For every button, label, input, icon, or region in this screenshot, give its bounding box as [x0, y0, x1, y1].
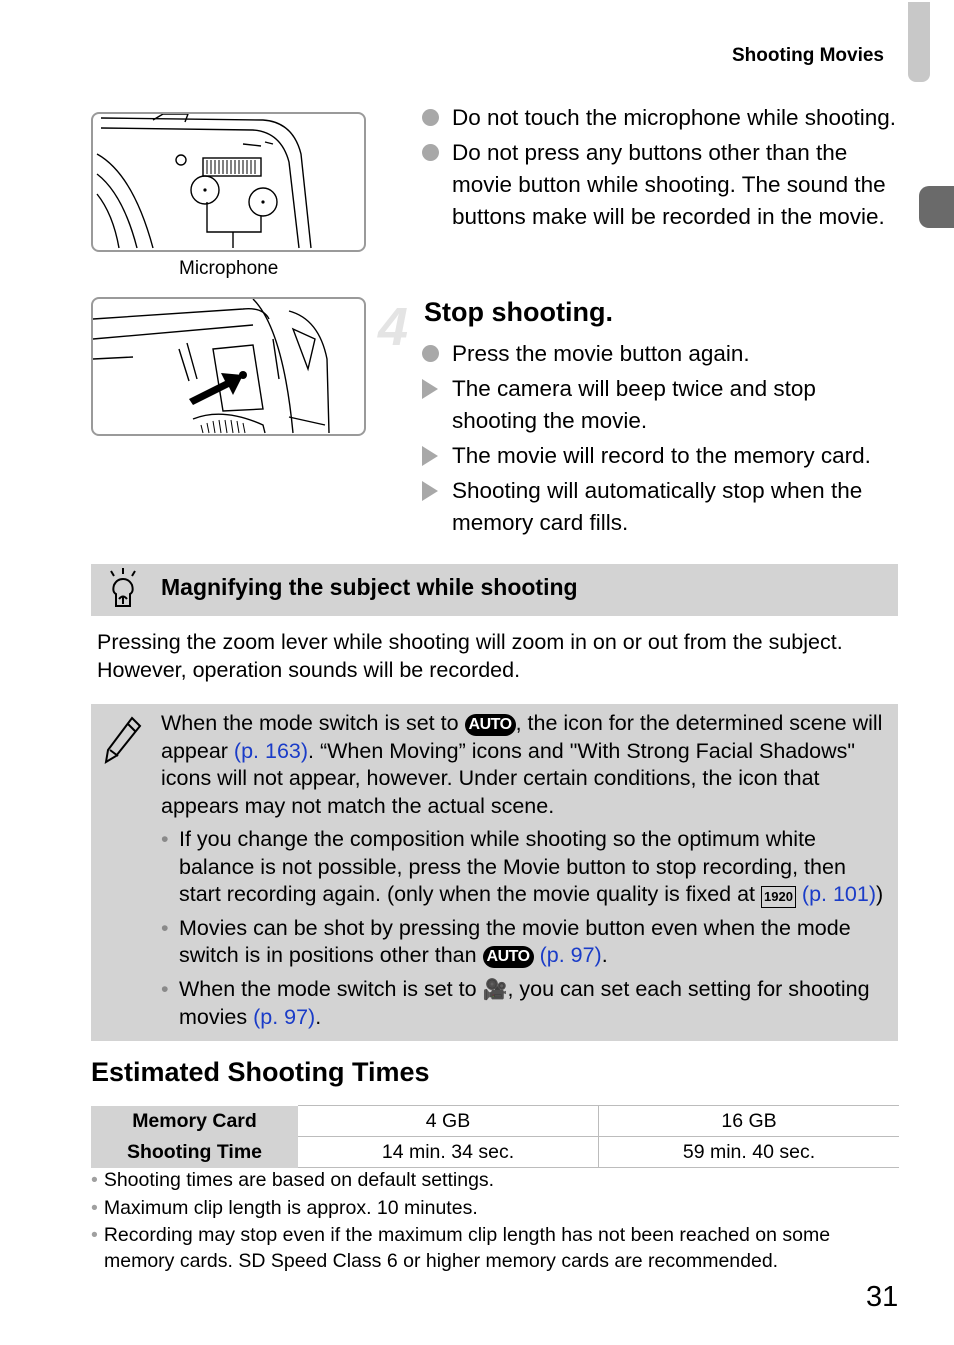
- bullet-icon: •: [161, 827, 169, 851]
- bullet-icon: •: [161, 976, 169, 1001]
- step-title: Stop shooting.: [424, 297, 613, 327]
- note-paragraph: When the mode switch is set to AUTO , the icon for the determined scene will appear (p. 163). “When Moving” icons and "With Strong Facial Shadows" icons will not appear, however. Under certain conditions, the icon that appears may not match the actual scene.: [161, 711, 883, 818]
- table-cell: 59 min. 40 sec.: [599, 1137, 900, 1168]
- movie-button-illustration: [91, 297, 366, 436]
- page-link[interactable]: (p. 97): [539, 943, 602, 967]
- list-item: Do not touch the microphone while shooting.: [422, 102, 902, 134]
- bullet-dot-icon: [422, 338, 446, 371]
- list-item: Press the movie button again.: [422, 338, 902, 370]
- list-item: Do not press any buttons other than the movie button while shooting. The sound the buttons make will be recorded in the movie.: [422, 137, 902, 233]
- footnote: • Recording may stop even if the maximum clip length has not been reached on some memory cards. SD Speed Class 6 or higher memory cards are recommended.: [91, 1224, 831, 1272]
- list-item: The camera will beep twice and stop shooting the movie.: [422, 373, 902, 437]
- bullet-icon: •: [161, 915, 169, 940]
- list-item: The movie will record to the memory card.: [422, 440, 902, 472]
- row-header: Shooting Time: [91, 1137, 298, 1168]
- page-link[interactable]: (p. 97): [253, 1005, 316, 1029]
- tip-title: Magnifying the subject while shooting: [161, 574, 578, 600]
- result-arrow-icon: [422, 440, 446, 475]
- footnote: • Maximum clip length is approx. 10 minutes.: [91, 1197, 478, 1219]
- result-arrow-icon: [422, 475, 446, 510]
- list-item: Shooting will automatically stop when the memory card fills.: [422, 475, 902, 539]
- section-header: Shooting Movies: [732, 45, 884, 66]
- microphone-caption: Microphone: [179, 258, 279, 279]
- note-content: [161, 710, 891, 1032]
- bullet-icon: •: [91, 1169, 98, 1191]
- result-arrow-icon: [422, 373, 446, 408]
- movie-quality-1920-icon: 1920: [761, 886, 796, 908]
- auto-mode-icon: AUTO: [465, 714, 516, 736]
- chapter-tab: [919, 186, 954, 228]
- step-instructions: [422, 338, 902, 542]
- page-tab-marker: [908, 2, 930, 82]
- lightbulb-icon: [103, 568, 143, 619]
- bullet-dot-icon: [422, 137, 446, 170]
- movie-mode-icon: 🎥: [482, 978, 508, 1001]
- bullet-icon: •: [91, 1197, 98, 1219]
- page-link[interactable]: (p. 101): [801, 882, 877, 906]
- list-item: • When the mode switch is set to 🎥, you can set each setting for shooting movies (p. 97).: [161, 976, 870, 1029]
- list-item: • If you change the composition while shooting so the optimum white balance is not possible, press the Movie button to stop recording, then start recording again. (only when the movie quality is fixed at 1920 (p. 101)): [161, 827, 884, 906]
- table-row: [91, 1106, 899, 1137]
- table-cell: 14 min. 34 sec.: [298, 1137, 599, 1168]
- camera-microphone-illustration: [91, 112, 366, 252]
- page-number: 31: [866, 1281, 899, 1313]
- row-header: Memory Card: [91, 1106, 298, 1137]
- bullet-dot-icon: [422, 102, 446, 135]
- shooting-times-table: [91, 1105, 899, 1168]
- tip-body: Pressing the zoom lever while shooting will zoom in on or out from the subject. However, operation sounds will be recorded.: [97, 630, 843, 682]
- list-item: • Movies can be shot by pressing the movie button even when the mode switch is in positions other than AUTO (p. 97).: [161, 915, 851, 967]
- bullet-icon: •: [91, 1224, 98, 1246]
- table-cell: 16 GB: [599, 1106, 900, 1137]
- pencil-icon: [104, 716, 142, 769]
- section-heading: Estimated Shooting Times: [91, 1057, 430, 1087]
- footnotes: [91, 1166, 891, 1274]
- table-cell: 4 GB: [298, 1106, 599, 1137]
- page-link[interactable]: (p. 163): [233, 738, 309, 763]
- table-row: [91, 1137, 899, 1168]
- microphone-warnings: [422, 102, 902, 236]
- step-number: 4: [378, 297, 409, 357]
- footnote: • Shooting times are based on default settings.: [91, 1169, 495, 1191]
- auto-mode-icon: AUTO: [483, 946, 534, 968]
